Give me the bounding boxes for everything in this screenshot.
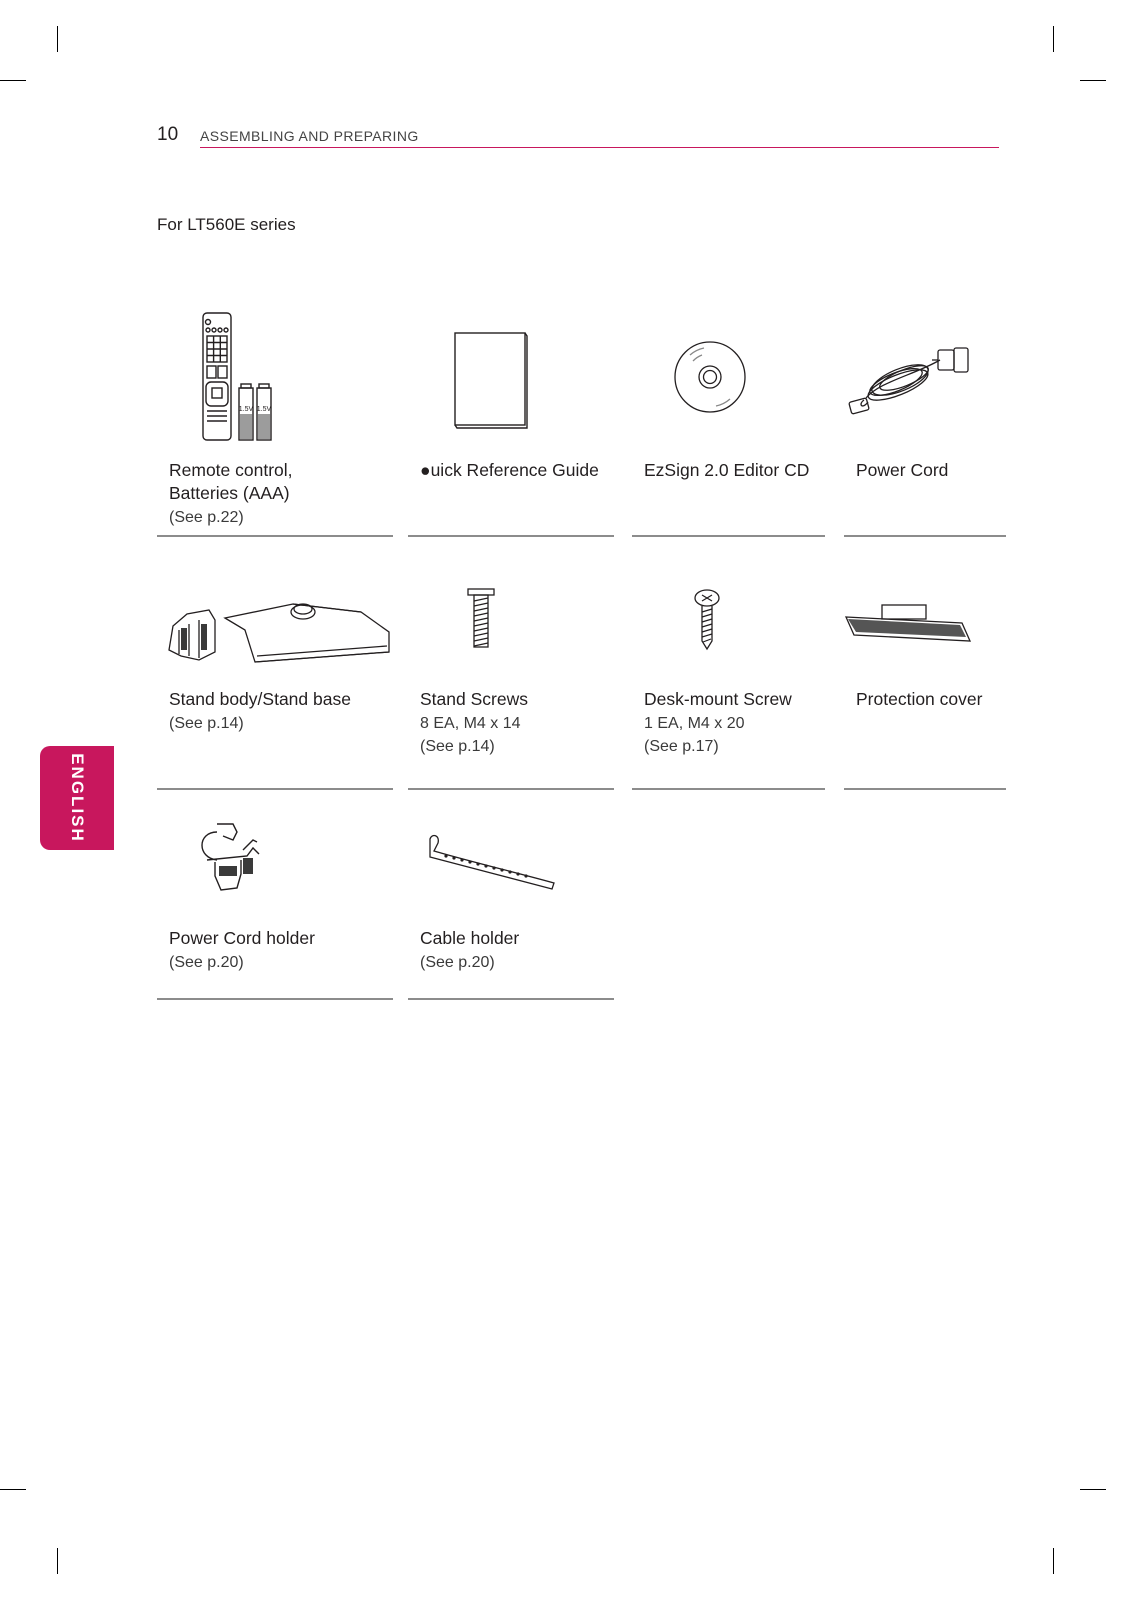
item-name: ●uick Reference Guide	[420, 460, 599, 480]
battery-label: 1.5V	[238, 406, 254, 413]
cable-tie-icon	[408, 825, 614, 895]
item-name: Power Cord holder	[169, 928, 315, 948]
item-divider	[408, 788, 614, 790]
item-name: Cable holder	[420, 928, 520, 948]
section-title: ASSEMBLING AND PREPARING	[200, 128, 419, 144]
bolt-icon	[408, 585, 614, 655]
accessory-cable-holder	[408, 810, 614, 1010]
header-rule	[200, 147, 999, 148]
item-page-ref: (See p.20)	[420, 954, 495, 971]
page-number: 10	[157, 124, 179, 145]
item-page-ref: (See p.14)	[169, 715, 244, 732]
language-side-tab	[40, 746, 114, 850]
item-divider	[157, 535, 393, 537]
item-name: Remote control,	[169, 460, 293, 480]
protection-cover-icon	[844, 595, 1006, 655]
item-name: Protection cover	[856, 689, 983, 709]
cd-icon	[632, 335, 825, 425]
accessory-power-cord	[844, 300, 1006, 545]
crop-mark	[1080, 1489, 1106, 1490]
item-name: EzSign 2.0 Editor CD	[644, 460, 810, 480]
item-divider	[632, 788, 825, 790]
item-divider	[632, 535, 825, 537]
accessory-stand-screws	[408, 580, 614, 800]
accessory-cd	[632, 300, 825, 545]
power-cord-icon	[844, 330, 1006, 430]
wood-screw-icon	[632, 585, 825, 655]
item-divider	[844, 788, 1006, 790]
accessory-stand	[157, 580, 393, 800]
item-page-ref: (See p.22)	[169, 509, 244, 526]
series-label: For LT560E series	[157, 215, 296, 234]
item-divider	[157, 998, 393, 1000]
crop-mark	[0, 80, 26, 81]
power-cord-holder-icon	[157, 810, 393, 900]
item-quantity: 1 EA, M4 x 20	[644, 715, 745, 732]
crop-mark	[1080, 80, 1106, 81]
item-page-ref: (See p.14)	[420, 738, 495, 755]
item-page-ref: (See p.17)	[644, 738, 719, 755]
item-divider	[844, 535, 1006, 537]
accessory-power-cord-holder	[157, 810, 393, 1010]
item-name: Stand Screws	[420, 689, 528, 709]
accessory-protection-cover	[844, 580, 1006, 800]
accessory-desk-mount-screw	[632, 580, 825, 800]
item-name: Stand body/Stand base	[169, 689, 351, 709]
item-name: Desk-mount Screw	[644, 689, 792, 709]
item-divider	[157, 788, 393, 790]
crop-mark	[57, 1548, 58, 1574]
item-divider	[408, 998, 614, 1000]
accessory-quick-reference-guide	[408, 300, 614, 545]
crop-mark	[57, 26, 58, 52]
remote-control-and-batteries-icon	[157, 310, 393, 445]
accessory-remote-control	[157, 300, 393, 545]
crop-mark	[0, 1489, 26, 1490]
crop-mark	[1053, 26, 1054, 52]
language-label: ENGLISH	[68, 753, 87, 843]
crop-mark	[1053, 1548, 1054, 1574]
battery-label: 1.5V	[256, 406, 272, 413]
item-page-ref: (See p.20)	[169, 954, 244, 971]
booklet-icon	[408, 325, 614, 435]
stand-body-and-base-icon	[157, 590, 393, 670]
item-name: Power Cord	[856, 460, 949, 480]
item-divider	[408, 535, 614, 537]
item-quantity: 8 EA, M4 x 14	[420, 715, 521, 732]
item-name: Batteries (AAA)	[169, 483, 290, 503]
